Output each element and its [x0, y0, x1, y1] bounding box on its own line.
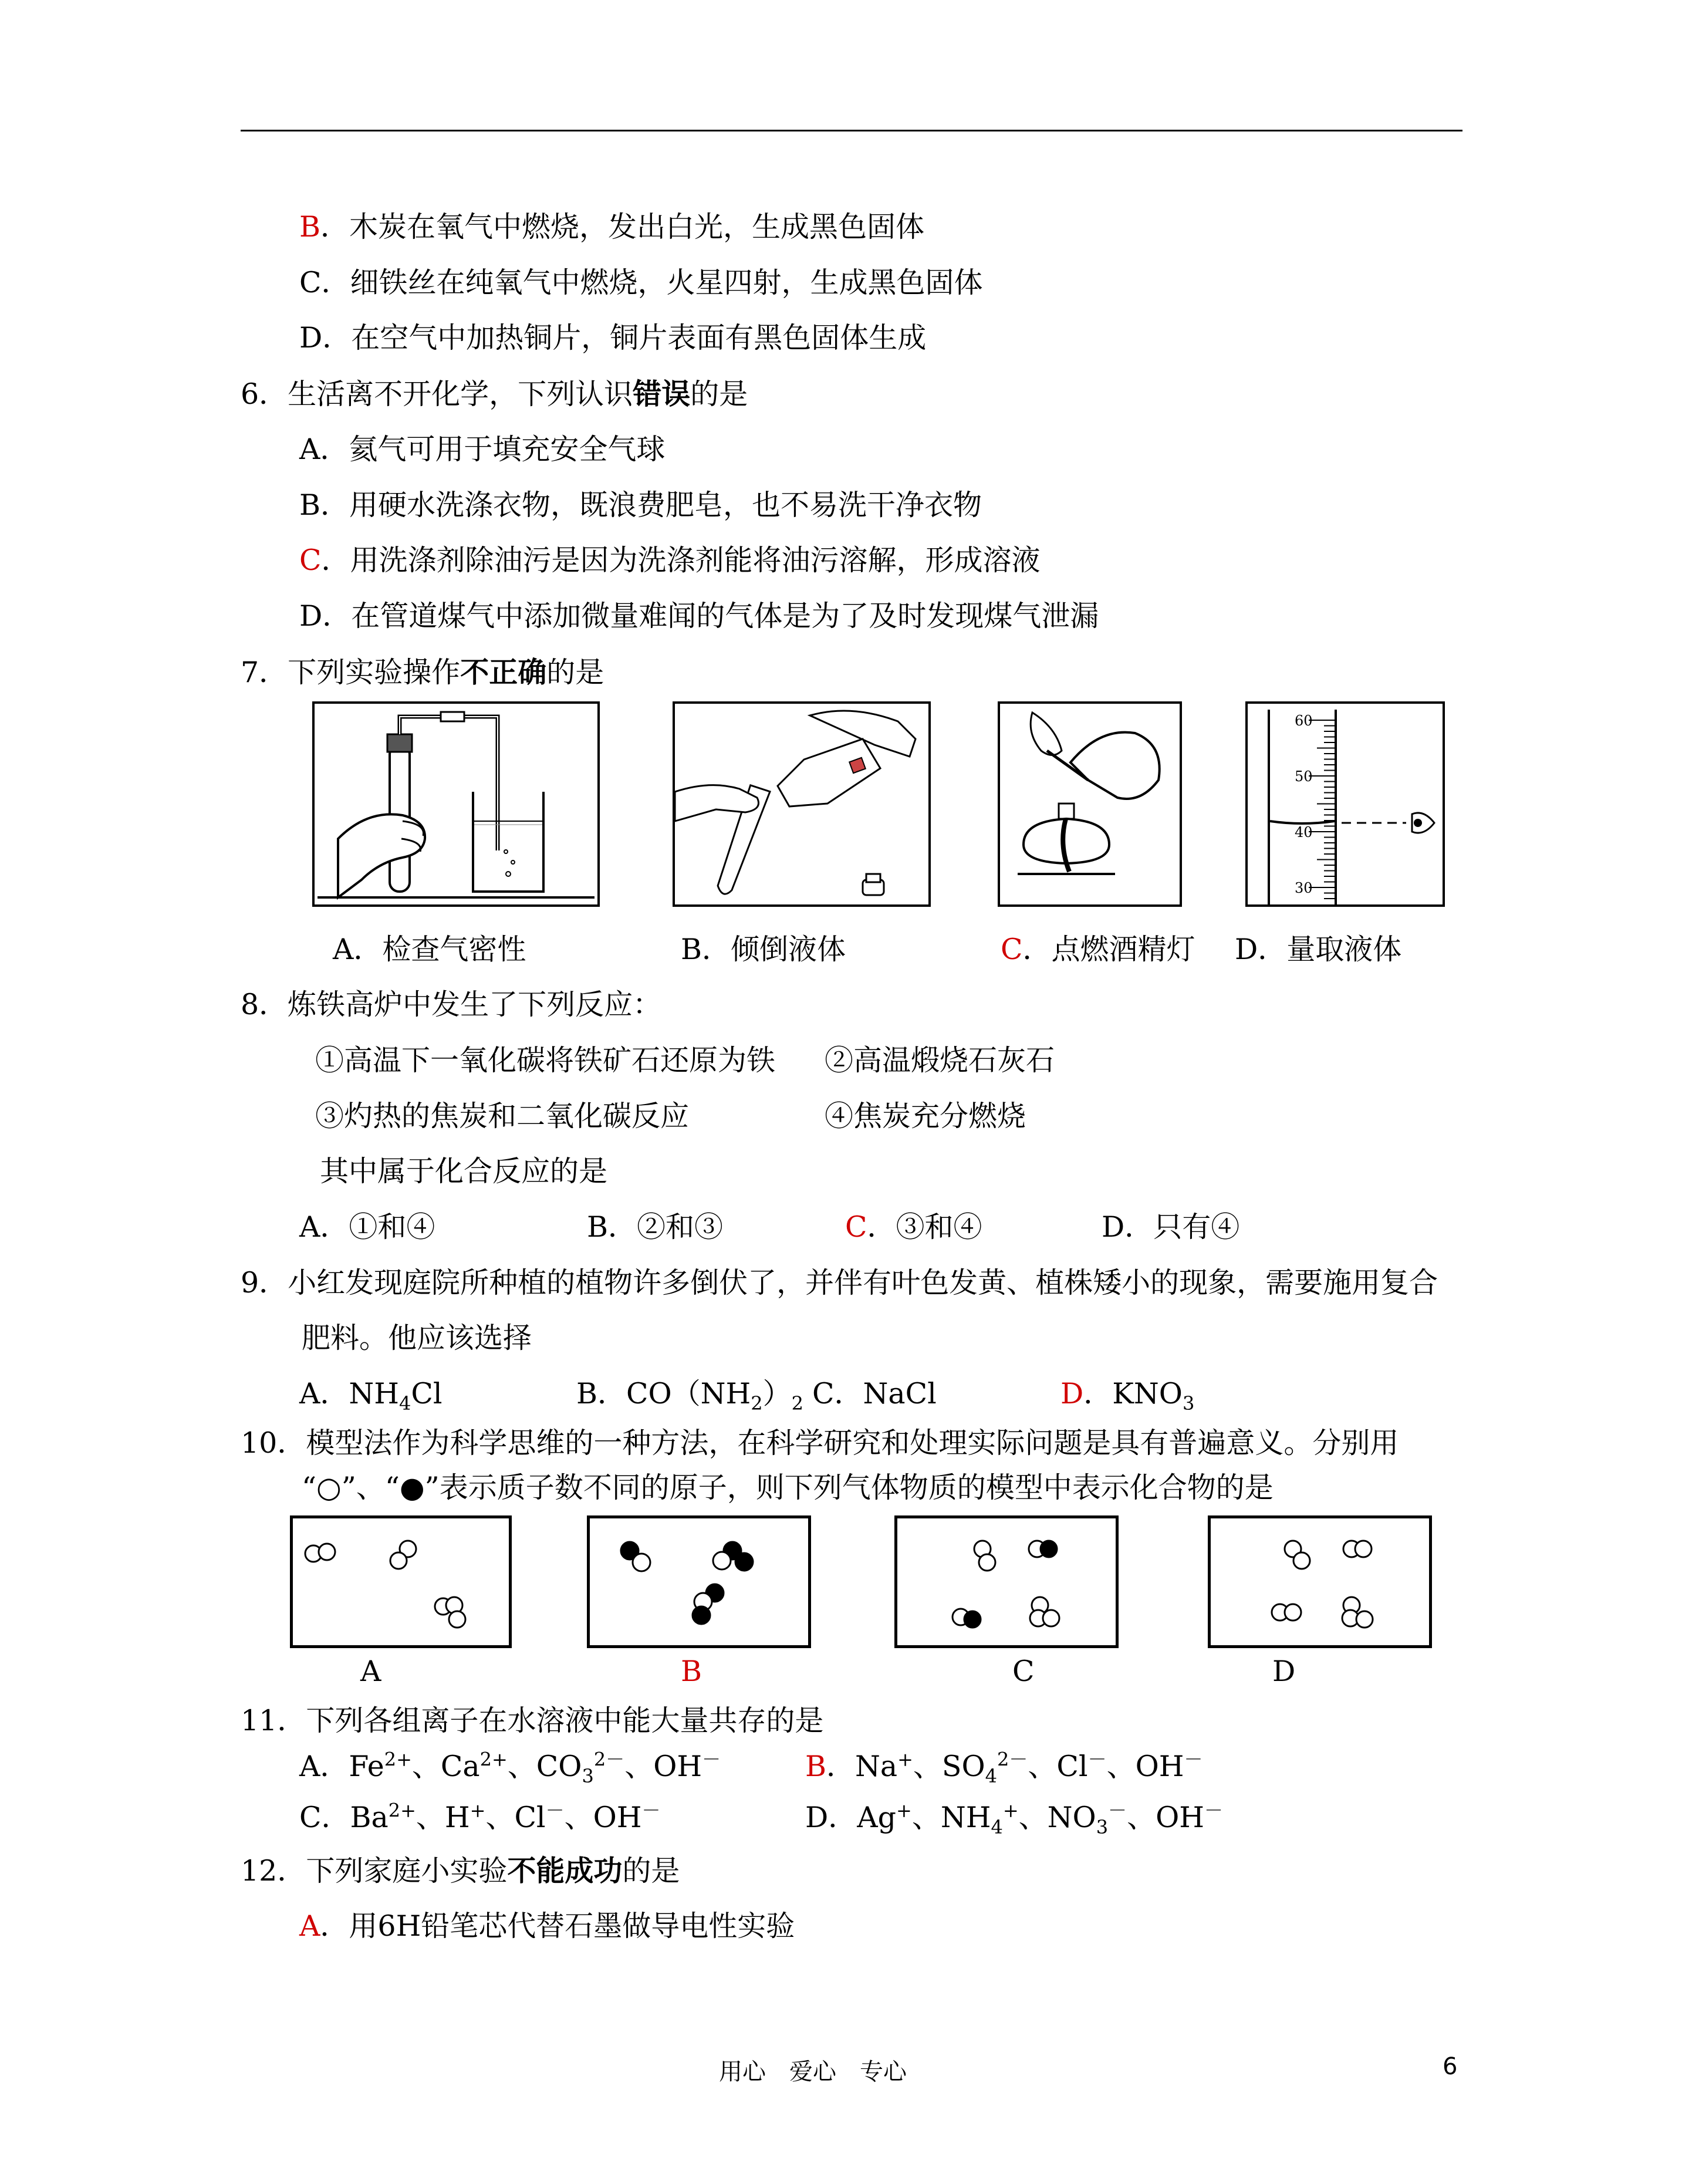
- q9-stem-line1: 9．小红发现庭院所种植的植物许多倒伏了，并伴有叶色发黄、植株矮小的现象，需要施用复合: [241, 1266, 1438, 1299]
- q5-option-d: D．在空气中加热铜片，铜片表面有黑色固体生成: [299, 321, 927, 355]
- q11-option-d: D．Ag+、$NH_4^+$、$NO_3^-$、OH－: [805, 1799, 1223, 1838]
- molecule-model-b: [587, 1515, 811, 1648]
- q8-reaction-3: ③灼热的焦炭和二氧化碳反应: [315, 1099, 690, 1133]
- page-number: 6: [1443, 2053, 1458, 2080]
- model-label-a: A: [360, 1655, 381, 1688]
- q7-stem: 7．下列实验操作不正确的是: [241, 655, 604, 689]
- alcohol-lamp-illustration: [998, 701, 1182, 907]
- q12-option-a: A．用6H铅笔芯代替石墨做导电性实验: [299, 1909, 795, 1943]
- q8-stem: 8．炼铁高炉中发生了下列反应：: [241, 988, 662, 1021]
- q11-stem: 11．下列各组离子在水溶液中能大量共存的是: [241, 1704, 824, 1737]
- header-rule: [241, 130, 1462, 131]
- q10-stem-line2: “○”、“●”表示质子数不同的原子，则下列气体物质的模型中表示化合物的是: [302, 1471, 1274, 1504]
- q5-option-c: C．细铁丝在纯氧气中燃烧，火星四射，生成黑色固体: [299, 266, 983, 299]
- q7-option-a: A．检查气密性: [333, 933, 526, 966]
- q7-option-c: C．点燃酒精灯: [1001, 933, 1195, 966]
- q11-option-a: A．$Fe^{2+}$、$Ca^{2+}$、$CO_3^{2-}$、OH－: [299, 1748, 721, 1787]
- q8-ask: 其中属于化合反应的是: [320, 1155, 608, 1188]
- q8-reaction-4: ④焦炭充分燃烧: [825, 1099, 1026, 1133]
- q8-option-a: A．①和④: [299, 1210, 435, 1244]
- cylinder-ticks: [1309, 720, 1336, 899]
- cylinder-tick-30: 30: [1295, 880, 1313, 896]
- pouring-liquid-illustration: [673, 701, 931, 907]
- q8-option-b: B．②和③: [587, 1210, 724, 1244]
- molecule-model-a: [290, 1515, 512, 1648]
- cylinder-tick-40: 40: [1295, 824, 1313, 840]
- model-label-b: B: [681, 1655, 702, 1688]
- molecule-model-d: [1208, 1515, 1432, 1648]
- q6-option-c: C．用洗涤剂除油污是因为洗涤剂能将油污溶解，形成溶液: [299, 544, 1041, 577]
- model-label-d: D: [1272, 1655, 1296, 1688]
- q7-option-b: B．倾倒液体: [681, 933, 846, 966]
- q11-option-c: C．$Ba^{2+}$、H+、Cl－、OH－: [299, 1799, 661, 1834]
- footer-motto: 用心 爱心 专心: [719, 2058, 907, 2085]
- q6-option-d: D．在管道煤气中添加微量难闻的气体是为了及时发现煤气泄漏: [299, 599, 1099, 633]
- q9-stem-line2: 肥料。他应该选择: [302, 1321, 532, 1355]
- q9-option-a: A．$NH_4Cl$: [299, 1377, 443, 1415]
- cylinder-tick-60: 60: [1295, 713, 1313, 729]
- molecule-model-c: [894, 1515, 1119, 1648]
- q8-option-d: D．只有④: [1102, 1210, 1240, 1244]
- q6-option-a: A．氦气可用于填充安全气球: [299, 433, 666, 466]
- q5-option-b: B．木炭在氧气中燃烧，发出白光，生成黑色固体: [299, 210, 925, 244]
- q7-option-d: D．量取液体: [1235, 933, 1402, 966]
- cylinder-tick-50: 50: [1295, 768, 1313, 785]
- q11-option-b: B．Na+、$SO_4^{2-}$、Cl－、OH－: [805, 1748, 1203, 1787]
- q9-option-b: B．$CO(NH_2)_2$: [576, 1377, 804, 1415]
- graduated-cylinder-illustration: [1245, 701, 1445, 907]
- q8-option-c: C．③和④: [845, 1210, 982, 1244]
- q10-stem-line1: 10．模型法作为科学思维的一种方法，在科学研究和处理实际问题是具有普遍意义。分别用: [241, 1426, 1399, 1460]
- model-label-c: C: [1012, 1655, 1035, 1688]
- q6-stem: 6．生活离不开化学，下列认识错误的是: [241, 377, 748, 411]
- q6-option-b: B．用硬水洗涤衣物，既浪费肥皂，也不易洗干净衣物: [299, 488, 982, 522]
- q12-stem: 12．下列家庭小实验不能成功的是: [241, 1854, 680, 1888]
- q9-option-d: D．$KNO_3$: [1060, 1377, 1195, 1415]
- q8-reaction-2: ②高温煅烧石灰石: [825, 1044, 1055, 1077]
- q9-option-c: C．NaCl: [812, 1377, 937, 1410]
- q8-reaction-1: ①高温下一氧化碳将铁矿石还原为铁: [315, 1044, 776, 1077]
- airtightness-check-illustration: [312, 701, 600, 907]
